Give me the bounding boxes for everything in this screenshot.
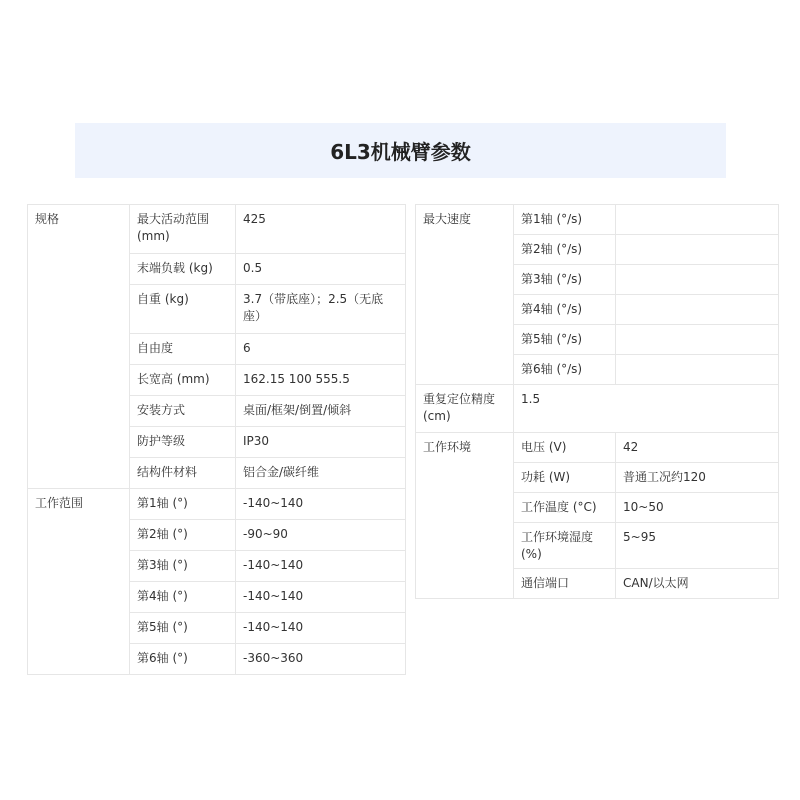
param-label: 第4轴 (°/s) (514, 295, 616, 325)
table-row (28, 489, 406, 520)
param-label: 第1轴 (°) (130, 489, 236, 520)
param-value: 铝合金/碳纤维 (236, 458, 406, 489)
param-value: -140~140 (236, 551, 406, 582)
group-label-spec: 规格 (28, 205, 130, 489)
param-label: 自重 (kg) (130, 285, 236, 334)
param-value: CAN/以太网 (616, 569, 779, 599)
param-label: 第4轴 (°) (130, 582, 236, 613)
param-label: 第5轴 (°/s) (514, 325, 616, 355)
param-label: 第6轴 (°) (130, 644, 236, 675)
group-label-repeat: 重复定位精度 (cm) (416, 385, 514, 433)
param-label: 第2轴 (°/s) (514, 235, 616, 265)
param-label: 工作温度 (°C) (514, 493, 616, 523)
param-value: 6 (236, 334, 406, 365)
param-label: 结构件材料 (130, 458, 236, 489)
param-label: 功耗 (W) (514, 463, 616, 493)
param-value: 162.15 100 555.5 (236, 365, 406, 396)
param-value (616, 205, 779, 235)
param-label: 长宽高 (mm) (130, 365, 236, 396)
param-value: 0.5 (236, 254, 406, 285)
table-row (416, 385, 779, 433)
param-value: 桌面/框架/倒置/倾斜 (236, 396, 406, 427)
param-value (616, 265, 779, 295)
table-row (416, 433, 779, 463)
param-value: -140~140 (236, 582, 406, 613)
param-value: -140~140 (236, 489, 406, 520)
param-value: 425 (236, 205, 406, 254)
param-value: -360~360 (236, 644, 406, 675)
title-banner (75, 123, 726, 178)
param-label: 电压 (V) (514, 433, 616, 463)
param-value (616, 235, 779, 265)
group-label-env: 工作环境 (416, 433, 514, 599)
group-label-range: 工作范围 (28, 489, 130, 675)
param-label: 第3轴 (°) (130, 551, 236, 582)
group-label-speed: 最大速度 (416, 205, 514, 385)
table-row (416, 205, 779, 235)
param-label: 第1轴 (°/s) (514, 205, 616, 235)
param-label: 第3轴 (°/s) (514, 265, 616, 295)
param-value: -90~90 (236, 520, 406, 551)
param-value: 普通工况约120 (616, 463, 779, 493)
page-title: 6L3机械臂参数 (330, 140, 471, 164)
param-label: 自由度 (130, 334, 236, 365)
param-value: IP30 (236, 427, 406, 458)
param-label: 第5轴 (°) (130, 613, 236, 644)
param-label: 末端负载 (kg) (130, 254, 236, 285)
param-value: 10~50 (616, 493, 779, 523)
param-label: 第2轴 (°) (130, 520, 236, 551)
table-row (28, 205, 406, 254)
param-label: 最大活动范围 (mm) (130, 205, 236, 254)
param-label: 安装方式 (130, 396, 236, 427)
param-value (616, 295, 779, 325)
param-value: 1.5 (514, 385, 779, 433)
param-value: 5~95 (616, 523, 779, 569)
param-value: 42 (616, 433, 779, 463)
left-spec-table (27, 204, 406, 675)
param-label: 工作环境湿度(%) (514, 523, 616, 569)
right-spec-table (415, 204, 779, 599)
param-value (616, 325, 779, 355)
param-value (616, 355, 779, 385)
param-label: 第6轴 (°/s) (514, 355, 616, 385)
param-label: 防护等级 (130, 427, 236, 458)
param-label: 通信端口 (514, 569, 616, 599)
param-value: 3.7（带底座）；2.5（无底座） (236, 285, 406, 334)
param-value: -140~140 (236, 613, 406, 644)
